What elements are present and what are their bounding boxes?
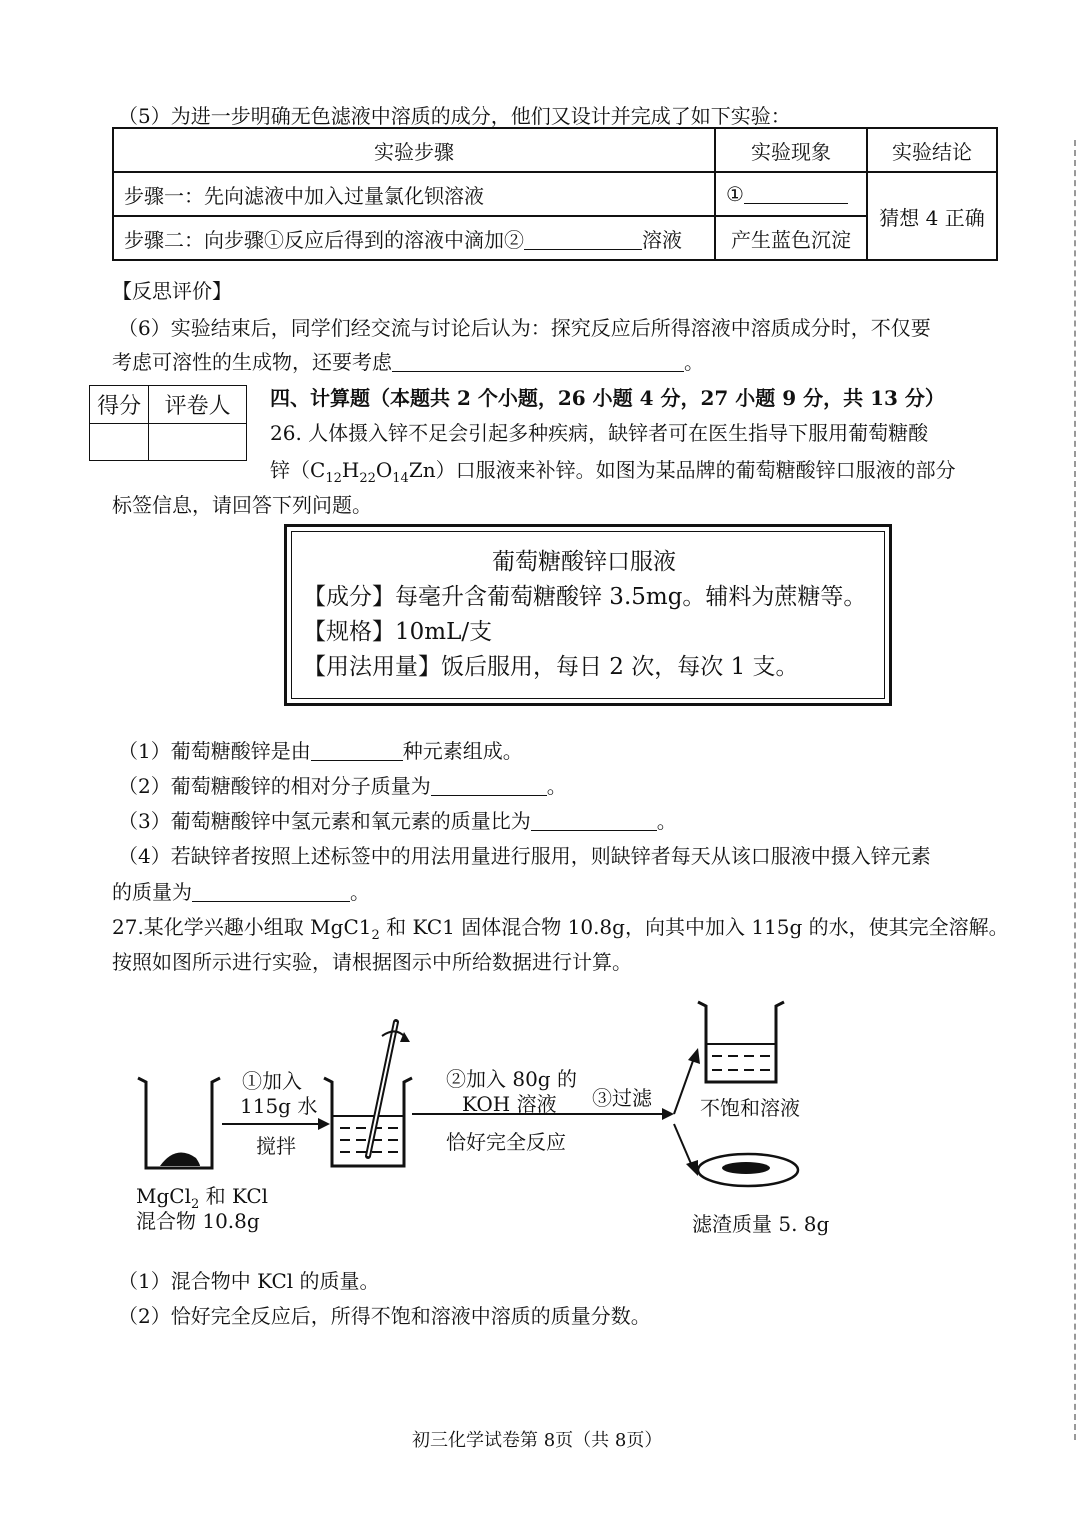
q26-line3: 标签信息，请回答下列问题。 <box>112 493 372 517</box>
step2-cell <box>113 216 715 260</box>
q6-prefix: 考虑可溶性的生成物，还要考虑 <box>112 350 392 374</box>
arrow-3-head <box>662 1108 674 1120</box>
product-spec: 【规格】10mL/支 <box>303 619 493 645</box>
residue-label: 滤渣质量 5. 8g <box>692 1212 830 1236</box>
q26-formula-d: Zn）口服液来补锌。如图为某品牌的葡萄糖酸锌口服液的部分 <box>408 458 956 482</box>
q26-4-blank[interactable] <box>192 881 350 902</box>
q26-formula-c: O <box>375 458 393 482</box>
header-steps: 实验步骤 <box>113 128 715 172</box>
phenomenon1-label: ① <box>726 182 744 206</box>
q26-1 <box>118 735 523 764</box>
grader-label: 评卷人 <box>149 386 247 424</box>
mixture-b: 和 KCl <box>199 1184 269 1208</box>
arrow-down <box>674 1124 692 1166</box>
q6-blank[interactable] <box>392 351 684 372</box>
q26-1-blank[interactable] <box>311 740 403 761</box>
unsaturated-solution-label: 不饱和溶液 <box>700 1096 800 1120</box>
q27-2: （2）恰好完全反应后，所得不饱和溶液中溶质的质量分数。 <box>118 1304 651 1328</box>
q26-2-blank[interactable] <box>431 775 547 796</box>
q6-line2 <box>112 346 704 375</box>
q6-suffix: 。 <box>684 350 704 374</box>
arrow-up <box>674 1058 694 1114</box>
beaker-3-outline <box>698 1002 784 1082</box>
header-conclusion: 实验结论 <box>867 128 997 172</box>
q26-formula-a: 锌（C <box>270 458 326 482</box>
phenomenon1-cell <box>715 172 867 216</box>
step3-label: ③过滤 <box>592 1086 652 1110</box>
table-row <box>113 172 997 216</box>
score-field[interactable] <box>90 423 149 461</box>
mixture-label-line2: 混合物 10.8g <box>136 1209 260 1233</box>
q26-line1: 26. 人体摄入锌不足会引起多种疾病，缺锌者可在医生指导下服用葡萄糖酸 <box>270 421 929 445</box>
product-label <box>284 524 892 706</box>
q26-3-blank[interactable] <box>531 810 657 831</box>
q26-4-line2 <box>112 876 370 905</box>
product-title: 葡萄糖酸锌口服液 <box>492 549 676 575</box>
q26-4-line1: （4）若缺锌者按照上述标签中的用法用量进行服用，则缺锌者每天从该口服液中摄入锌元素 <box>118 844 931 868</box>
step2-suffix: 溶液 <box>642 227 682 252</box>
header-phenomenon: 实验现象 <box>715 128 867 172</box>
arrow-down-head <box>686 1160 698 1176</box>
q26-3 <box>118 805 677 834</box>
product-ingredients: 【成分】每毫升含葡萄糖酸锌 3.5mg。辅料为蔗糖等。 <box>303 584 867 610</box>
q26-line2 <box>270 454 956 486</box>
step1-label-line2: 115g 水 <box>240 1094 318 1118</box>
step1-cell: 步骤一：先向滤液中加入过量氯化钡溶液 <box>113 172 715 216</box>
step1-below-label: 搅拌 <box>256 1134 296 1158</box>
q26-4-prefix: 的质量为 <box>112 880 192 904</box>
q26-3-suffix: 。 <box>656 809 677 833</box>
q27-1: （1）混合物中 KCl 的质量。 <box>118 1269 380 1293</box>
stirring-rod-highlight <box>368 1022 396 1156</box>
experiment-table <box>112 127 998 261</box>
q27-line1 <box>112 911 1009 943</box>
arrow-up-head <box>688 1048 700 1064</box>
step2-label-line2: KOH 溶液 <box>462 1092 557 1116</box>
q26-1-suffix: 种元素组成。 <box>402 739 523 763</box>
reflection-heading: 【反思评价】 <box>112 279 232 303</box>
filter-residue <box>722 1162 770 1174</box>
q26-2 <box>118 770 567 799</box>
table-header-row <box>113 128 997 172</box>
q26-4-suffix: 。 <box>350 880 370 904</box>
q27-line2: 按照如图所示进行实验，请根据图示中所给数据进行计算。 <box>112 950 632 974</box>
q26-sub-o: 14 <box>392 471 409 486</box>
step2-prefix: 步骤二：向步骤①反应后得到的溶液中滴加② <box>124 227 524 252</box>
conclusion-cell: 猜想 4 正确 <box>867 172 997 260</box>
score-label: 得分 <box>90 386 149 424</box>
q26-formula-b: H <box>341 458 360 482</box>
q6-line1: （6）实验结束后，同学们经交流与讨论后认为：探究反应后所得溶液中溶质成分时，不仅要 <box>118 316 931 340</box>
product-usage: 【用法用量】饭后服用，每日 2 次，每次 1 支。 <box>303 654 799 680</box>
mixture-a: MgCl <box>136 1184 191 1208</box>
watch-glass <box>698 1154 798 1186</box>
step2-below-label: 恰好完全反应 <box>446 1130 566 1154</box>
reagent-blank[interactable] <box>524 229 642 250</box>
grader-field[interactable] <box>149 423 247 461</box>
arrow-1-head <box>318 1118 330 1130</box>
binding-line <box>1074 140 1076 1440</box>
solid-mixture <box>160 1153 200 1166</box>
step1-label-line1: ①加入 <box>242 1069 302 1093</box>
q26-sub-c: 12 <box>325 471 342 486</box>
mixture-sub: 2 <box>190 1197 200 1212</box>
q27-line1-a: 27.某化学兴趣小组取 MgC1 <box>112 915 372 939</box>
beaker-3-dashes <box>712 1056 770 1070</box>
q26-sub-h: 22 <box>359 471 376 486</box>
step2-label-line1: ②加入 80g 的 <box>446 1067 577 1091</box>
page-footer: 初三化学试卷第 8页（共 8页） <box>412 1430 663 1451</box>
q26-2-prefix: （2）葡萄糖酸锌的相对分子质量为 <box>118 774 431 798</box>
q27-sub: 2 <box>371 928 380 943</box>
phenomenon2-cell: 产生蓝色沉淀 <box>715 216 867 260</box>
beaker-2 <box>324 1022 412 1166</box>
q27-line1-b: 和 KC1 固体混合物 10.8g，向其中加入 115g 的水，使其完全溶解。 <box>379 915 1009 939</box>
beaker-3 <box>698 1002 784 1082</box>
q26-2-suffix: 。 <box>546 774 567 798</box>
section4-title: 四、计算题（本题共 2 个小题，26 小题 4 分，27 小题 9 分，共 13 分） <box>270 386 945 410</box>
beaker-1 <box>138 1078 220 1168</box>
table-row <box>113 216 997 260</box>
q26-1-prefix: （1）葡萄糖酸锌是由 <box>118 739 311 763</box>
q5-intro: （5）为进一步明确无色滤液中溶质的成分，他们又设计并完成了如下实验： <box>118 104 791 128</box>
phenomenon1-blank[interactable] <box>744 183 848 204</box>
q26-3-prefix: （3）葡萄糖酸锌中氢元素和氧元素的质量比为 <box>118 809 531 833</box>
score-box <box>89 385 247 461</box>
